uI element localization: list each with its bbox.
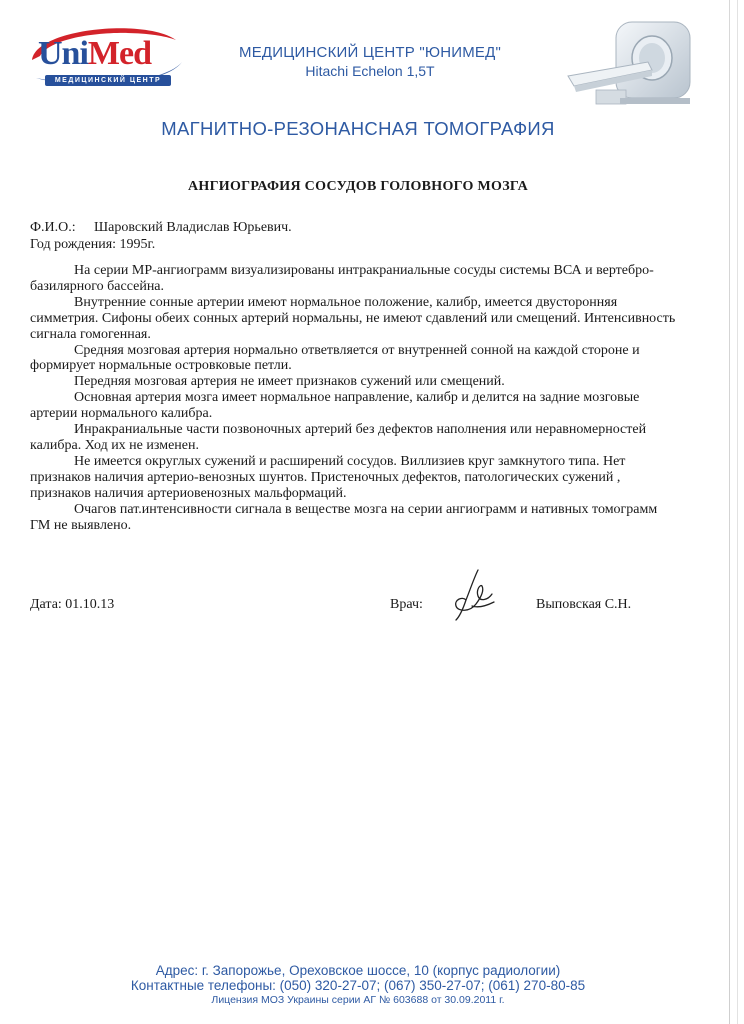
report-paragraph: Не имеется округлых сужений и расширений сосудов. Виллизиев круг замкнутого типа. Нет признаков наличия артерио-венозных шунтов. Пристеночных дефектов, патологических сужений , признаков наличия артериовенозных мальформаций. [30, 453, 626, 501]
birth-year: Год рождения: 1995г. [30, 237, 156, 252]
patient-info [30, 219, 292, 253]
footer-license: Лицензия МОЗ Украины серии АГ № 603688 от 30.09.2011 г. [211, 994, 505, 1006]
unimed-logo [26, 22, 186, 92]
patient-name-row [30, 219, 292, 236]
report-paragraph: Передняя мозговая артерия не имеет признаков сужений или смещений. [74, 374, 505, 390]
logo-wordmark: UniMed [38, 35, 152, 72]
doctor-name: Выповская С.Н. [536, 597, 632, 612]
patient-label: Ф.И.О.: [30, 220, 76, 235]
doctor-signature [448, 566, 498, 624]
doctor-label: Врач: [390, 597, 423, 612]
report-paragraph: Инракраниальные части позвоночных артерий без дефектов наполнения или неравномерностей калибра. Ход их не изменен. [30, 422, 647, 453]
report-paragraph: Внутренние сонные артерии имеют нормальное положение, калибр, имеется двусторонняя симметрия. Сифоны обеих сонных артерий нормальны, не имеют сдавлений или смещений. Интенсивность сигнала гомогенная. [30, 294, 676, 342]
report-body [30, 263, 680, 533]
report-title: АНГИОГРАФИЯ СОСУДОВ ГОЛОВНОГО МОЗГА [187, 179, 529, 194]
report-paragraph: Основная артерия мозга имеет нормальное направление, калибр и делится на задние мозговые артерии нормального калибра. [30, 390, 640, 422]
report-date: Дата: 01.10.13 [30, 597, 115, 612]
mri-scanner-image [566, 18, 706, 108]
device-name: Hitachi Echelon 1,5T [305, 63, 435, 79]
report-paragraph: На серии МР-ангиограмм визуализированы интракраниальные сосуды системы ВСА и вертебро-базилярного бассейна. [30, 263, 654, 294]
modality-title: МАГНИТНО-РЕЗОНАНСНАЯ ТОМОГРАФИЯ [161, 118, 555, 139]
report-paragraph: Очагов пат.интенсивности сигнала в веществе мозга на серии ангиограмм и нативных томограмм ГМ не выявлено. [30, 501, 658, 533]
logo-subtitle: МЕДИЦИНСКИЙ ЦЕНТР [45, 75, 171, 86]
report-paragraph: Средняя мозговая артерия нормально ответвляется от внутренней сонной на каждой стороне и формирует нормальные островковые петли. [30, 342, 640, 374]
center-name: МЕДИЦИНСКИЙ ЦЕНТР "ЮНИМЕД" [239, 44, 501, 61]
page-edge [729, 0, 730, 1024]
patient-name: Шаровский Владислав Юрьевич. [94, 220, 292, 235]
footer-address: Адрес: г. Запорожье, Ореховское шоссе, 10 (корпус радиологии) [155, 963, 561, 978]
page-edge [737, 0, 738, 1024]
footer-phones: Контактные телефоны: (050) 320-27-07; (067) 350-27-07; (061) 270-80-85 [130, 978, 586, 993]
